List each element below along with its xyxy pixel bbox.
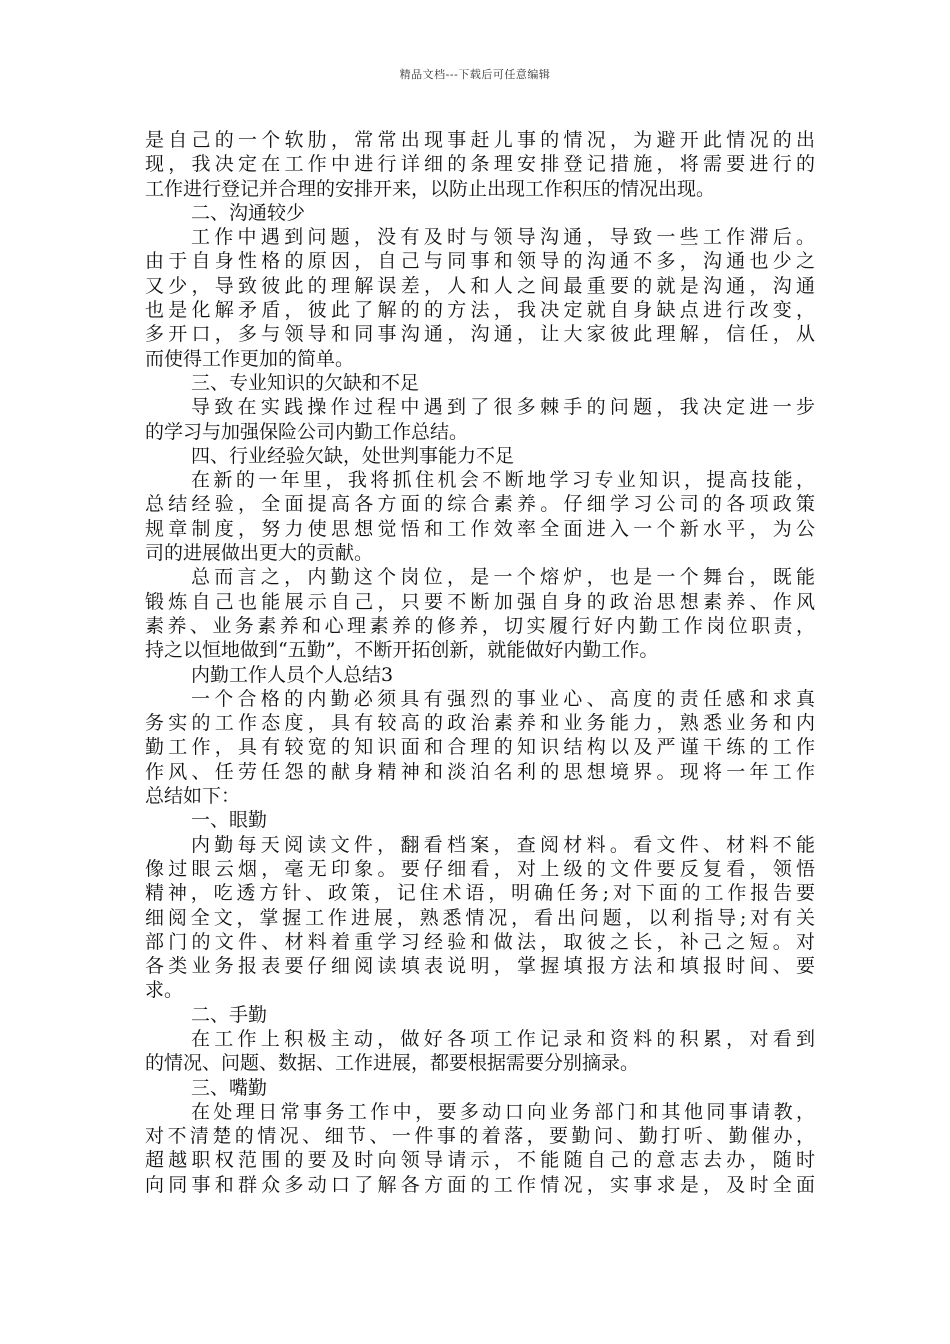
text-line: 总而言之，内勤这个岗位，是一个熔炉，也是一个舞台，既能 <box>191 566 815 589</box>
text-line: 多开口，多与领导和同事沟通，沟通，让大家彼此理解，信任，从 <box>145 323 815 346</box>
text-line: 在新的一年里，我将抓住机会不断地学习专业知识，提高技能， <box>191 469 815 492</box>
text-line: 作风、任劳任怨的献身精神和淡泊名利的思想境界。现将一年工作 <box>145 760 815 783</box>
text-line: 内勤工作人员个人总结3 <box>191 663 394 686</box>
page-header-watermark: 精品文档---下载后可任意编辑 <box>399 68 551 81</box>
text-line: 规章制度，努力使思想觉悟和工作效率全面进入一个新水平，为公 <box>145 517 815 540</box>
document-body <box>145 128 815 1197</box>
text-line: 锻炼自己也能展示自己，只要不断加强自身的政治思想素养、作风 <box>145 590 815 613</box>
text-line: 而使得工作更加的简单。 <box>145 347 355 370</box>
text-line: 四、行业经验欠缺，处世判事能力不足 <box>191 444 515 467</box>
text-line: 二、手勤 <box>191 1003 268 1026</box>
text-line: 精神，吃透方针、政策，记住术语，明确任务;对下面的工作报告要 <box>145 882 815 905</box>
text-line: 务实的工作态度，具有较高的政治素养和业务能力，熟悉业务和内 <box>145 712 815 735</box>
text-line: 求。 <box>145 979 184 1002</box>
text-line: 细阅全文，掌握工作进展，熟悉情况，看出问题，以利指导;对有关 <box>145 906 815 929</box>
text-line: 工作中遇到问题，没有及时与领导沟通，导致一些工作滞后。 <box>191 226 815 249</box>
text-line: 勤工作，具有较宽的知识面和合理的知识结构以及严谨干练的工作 <box>145 736 815 759</box>
text-line: 总结经验，全面提高各方面的综合素养。仔细学习公司的各项政策 <box>145 493 815 516</box>
text-line: 由于自身性格的原因，自己与同事和领导的沟通不多，沟通也少之 <box>145 250 815 273</box>
text-line: 部门的文件、材料着重学习经验和做法，取彼之长，补己之短。对 <box>145 930 815 953</box>
text-line: 的情况、问题、数据、工作进展，都要根据需要分别摘录。 <box>145 1052 640 1075</box>
text-line: 三、专业知识的欠缺和不足 <box>191 371 420 394</box>
text-line: 超越职权范围的要及时向领导请示，不能随自己的意志去办，随时 <box>145 1149 815 1172</box>
text-line: 工作进行登记并合理的安排开来，以防止出现工作积压的情况出现。 <box>145 177 716 200</box>
text-line: 三、嘴勤 <box>191 1076 268 1099</box>
text-line: 对不清楚的情况、细节、一件事的着落，要勤问、勤打听、勤催办， <box>145 1125 815 1148</box>
text-line: 二、沟通较少 <box>191 201 306 224</box>
text-line: 现，我决定在工作中进行详细的条理安排登记措施，将需要进行的 <box>145 153 815 176</box>
text-line: 内勤每天阅读文件，翻看档案，查阅材料。看文件、材料不能 <box>191 833 815 856</box>
text-line: 导致在实践操作过程中遇到了很多棘手的问题，我决定进一步 <box>191 396 815 419</box>
text-line: 又少，导致彼此的理解误差，人和人之间最重要的就是沟通，沟通 <box>145 274 815 297</box>
text-line: 总结如下： <box>145 785 241 808</box>
text-line: 一、眼勤 <box>191 809 268 832</box>
text-line: 司的进展做出更大的贡献。 <box>145 542 374 565</box>
text-line: 持之以恒地做到“五勤”，不断开拓创新，就能做好内勤工作。 <box>145 639 659 662</box>
text-line: 也是化解矛盾，彼此了解的的方法，我决定就自身缺点进行改变， <box>145 299 815 322</box>
text-line: 一个合格的内勤必须具有强烈的事业心、高度的责任感和求真 <box>191 687 815 710</box>
text-line: 在工作上积极主动，做好各项工作记录和资料的积累，对看到 <box>191 1027 815 1050</box>
text-line: 的学习与加强保险公司内勤工作总结。 <box>145 420 469 443</box>
text-line: 各类业务报表要仔细阅读填表说明，掌握填报方法和填报时间、要 <box>145 955 815 978</box>
text-line: 在处理日常事务工作中，要多动口向业务部门和其他同事请教， <box>191 1100 815 1123</box>
text-line: 是自己的一个软肋，常常出现事赶儿事的情况，为避开此情况的出 <box>145 129 815 151</box>
text-line: 素养、业务素养和心理素养的修养，切实履行好内勤工作岗位职责， <box>145 614 815 637</box>
text-line: 像过眼云烟，毫无印象。要仔细看，对上级的文件要反复看，领悟 <box>145 857 815 880</box>
text-line: 向同事和群众多动口了解各方面的工作情况，实事求是，及时全面 <box>145 1173 815 1196</box>
